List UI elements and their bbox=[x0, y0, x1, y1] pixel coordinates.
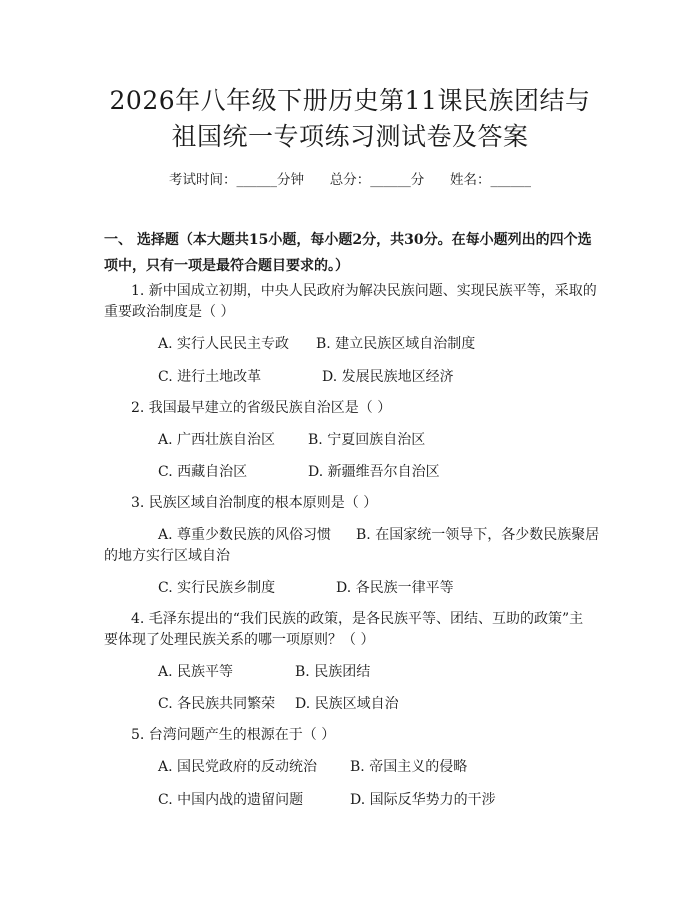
exam-info: 考试时间：______分钟 总分：______分 姓名：______ bbox=[169, 172, 531, 188]
question-3-option-b-cont: 的地方实行区域自治 bbox=[104, 548, 230, 564]
question-4-option-d: D. 民族区域自治 bbox=[295, 696, 399, 712]
question-4-option-b: B. 民族团结 bbox=[295, 664, 371, 680]
question-5-option-a: A. 国民党政府的反动统治 bbox=[158, 759, 318, 775]
document-title-line-1: 2026年八年级下册历史第11课民族团结与 bbox=[109, 86, 591, 115]
question-5-option-c: C. 中国内战的遗留问题 bbox=[158, 792, 304, 808]
question-4-option-c: C. 各民族共同繁荣 bbox=[158, 696, 276, 712]
question-1-option-b: B. 建立民族区域自治制度 bbox=[316, 336, 476, 352]
question-1-option-c: C. 进行土地改革 bbox=[158, 369, 262, 385]
question-4-stem: 4. 毛泽东提出的“我们民族的政策，是各民族平等、团结、互助的政策”主 bbox=[131, 611, 584, 627]
section-heading-line-1: 一、 选择题（本大题共15小题，每小题2分，共30分。在每小题列出的四个选 bbox=[104, 232, 592, 248]
document-title-line-2: 祖国统一专项练习测试卷及答案 bbox=[171, 122, 529, 151]
question-2-option-d: D. 新疆维吾尔自治区 bbox=[308, 464, 440, 480]
question-4-option-a: A. 民族平等 bbox=[158, 664, 234, 680]
question-2-option-a: A. 广西壮族自治区 bbox=[158, 432, 276, 448]
question-3-option-a: A. 尊重少数民族的风俗习惯 bbox=[158, 527, 332, 543]
question-1-option-d: D. 发展民族地区经济 bbox=[322, 369, 454, 385]
question-2-option-b: B. 宁夏回族自治区 bbox=[308, 432, 426, 448]
question-1-option-a: A. 实行人民民主专政 bbox=[158, 336, 290, 352]
question-2-stem: 2. 我国最早建立的省级民族自治区是（ ） bbox=[131, 400, 392, 416]
section-heading-line-2: 项中，只有一项是最符合题目要求的。） bbox=[104, 258, 349, 274]
question-5-option-d: D. 国际反华势力的干涉 bbox=[350, 792, 496, 808]
question-1-stem-cont: 重要政治制度是（ ） bbox=[104, 304, 235, 320]
question-5-option-b: B. 帝国主义的侵略 bbox=[350, 759, 468, 775]
question-3-option-d: D. 各民族一律平等 bbox=[336, 580, 454, 596]
question-3-option-c: C. 实行民族乡制度 bbox=[158, 580, 276, 596]
question-5-stem: 5. 台湾问题产生的根源在于（ ） bbox=[131, 727, 336, 743]
question-3-stem: 3. 民族区域自治制度的根本原则是（ ） bbox=[131, 495, 378, 511]
question-2-option-c: C. 西藏自治区 bbox=[158, 464, 248, 480]
question-1-stem: 1. 新中国成立初期，中央人民政府为解决民族问题、实现民族平等，采取的 bbox=[131, 283, 597, 299]
question-4-stem-cont: 要体现了处理民族关系的哪一项原则？（ ） bbox=[104, 632, 375, 648]
question-3-option-b: B. 在国家统一领导下，各少数民族聚居 bbox=[356, 527, 600, 543]
